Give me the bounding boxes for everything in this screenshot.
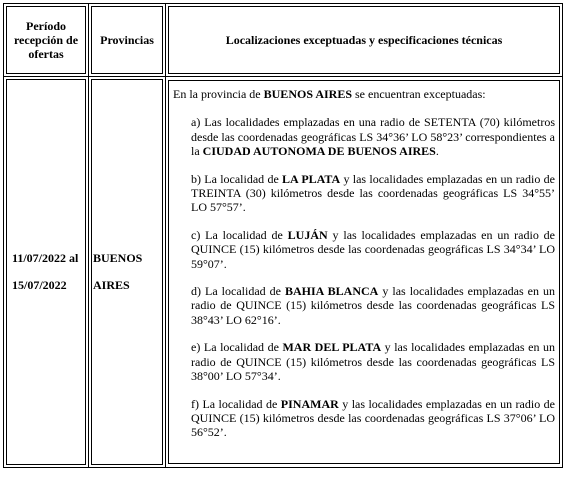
item-f-post: y las localidades emplazadas en un radio de QUINCE (15) kilómetros desde las coordenadas geográficas LS 37°06’ LO 56°52’.: [191, 396, 555, 440]
table-header-row: [4, 4, 563, 77]
header-province-cell: [89, 4, 166, 77]
header-locations: Localizaciones exceptuadas y especificaciones técnicas: [225, 33, 503, 47]
exception-item-e: [173, 340, 555, 383]
item-d-bold: BAHIA BLANCA: [284, 284, 379, 299]
period-end: 15/07/2022: [12, 278, 67, 292]
exception-item-c: [173, 228, 555, 271]
item-d-pre: d) La localidad de: [191, 284, 285, 299]
intro-suffix: se encuentran exceptuadas:: [352, 87, 486, 101]
item-c-bold: LUJÁN: [287, 227, 328, 242]
header-period: Período recepción de ofertas: [13, 19, 79, 61]
item-f-bold: PINAMAR: [280, 396, 339, 411]
item-c-pre: c) La localidad de: [191, 227, 288, 242]
header-period-box: [6, 6, 86, 74]
header-period-cell: [4, 4, 89, 77]
item-e-bold: MAR DEL PLATA: [282, 340, 382, 355]
item-e-post: y las localidades emplazadas en un radio de QUINCE (15) kilómetros desde las coordenadas geográficas LS 38°00’ LO 57°34’.: [191, 340, 555, 384]
intro-province: BUENOS AIRES: [263, 87, 353, 101]
table-row: [4, 77, 563, 468]
exception-item-a: [173, 115, 555, 158]
locations-box: [168, 80, 560, 464]
item-a-bold: CIUDAD AUTONOMA DE BUENOS AIRES: [202, 144, 436, 159]
item-a-pre: a) Las localidades emplazadas en una radio de SETENTA (70) kilómetros desde las coordenadas geográficas LS 34°36’ LO 58°23’ correspondientes a la: [191, 115, 555, 159]
province-cell: [89, 77, 166, 468]
item-f-pre: f) La localidad de: [191, 396, 281, 411]
header-province-box: [91, 6, 163, 74]
province-line1: BUENOS: [93, 251, 143, 265]
exception-item-b: [173, 172, 555, 215]
province-line2: AIRES: [93, 278, 130, 292]
item-d-post: y las localidades emplazadas en un radio de QUINCE (15) kilómetros desde las coordenadas geográficas LS 38°43’ LO 62°16’.: [191, 284, 555, 327]
item-a-post: .: [435, 144, 439, 159]
item-b-post: y las localidades emplazadas en un radio de TREINTA (30) kilómetros desde las coordenadas geográficas LS 34°55’ LO 57°57’.: [191, 171, 555, 215]
locations-cell: [166, 77, 563, 468]
period-start: 11/07/2022 al: [12, 251, 79, 265]
province-box: [91, 79, 163, 465]
header-locations-box: [168, 6, 560, 74]
intro-prefix: En la provincia de: [173, 87, 264, 101]
exception-item-f: [173, 397, 555, 440]
period-box: [6, 79, 86, 465]
item-e-pre: e) La localidad de: [191, 340, 283, 355]
item-b-pre: b) La localidad de: [191, 171, 283, 186]
exception-item-d: [173, 284, 555, 327]
localizaciones-table: [3, 3, 563, 468]
locations-intro: [173, 87, 555, 101]
header-locations-cell: [166, 4, 563, 77]
item-c-post: y las localidades emplazadas en un radio de QUINCE (15) kilómetros desde las coordenadas geográficas LS 34°34’ LO 59°07’.: [191, 227, 555, 271]
period-cell: [4, 77, 89, 468]
item-b-bold: LA PLATA: [282, 171, 341, 186]
header-province: Provincias: [100, 33, 154, 47]
